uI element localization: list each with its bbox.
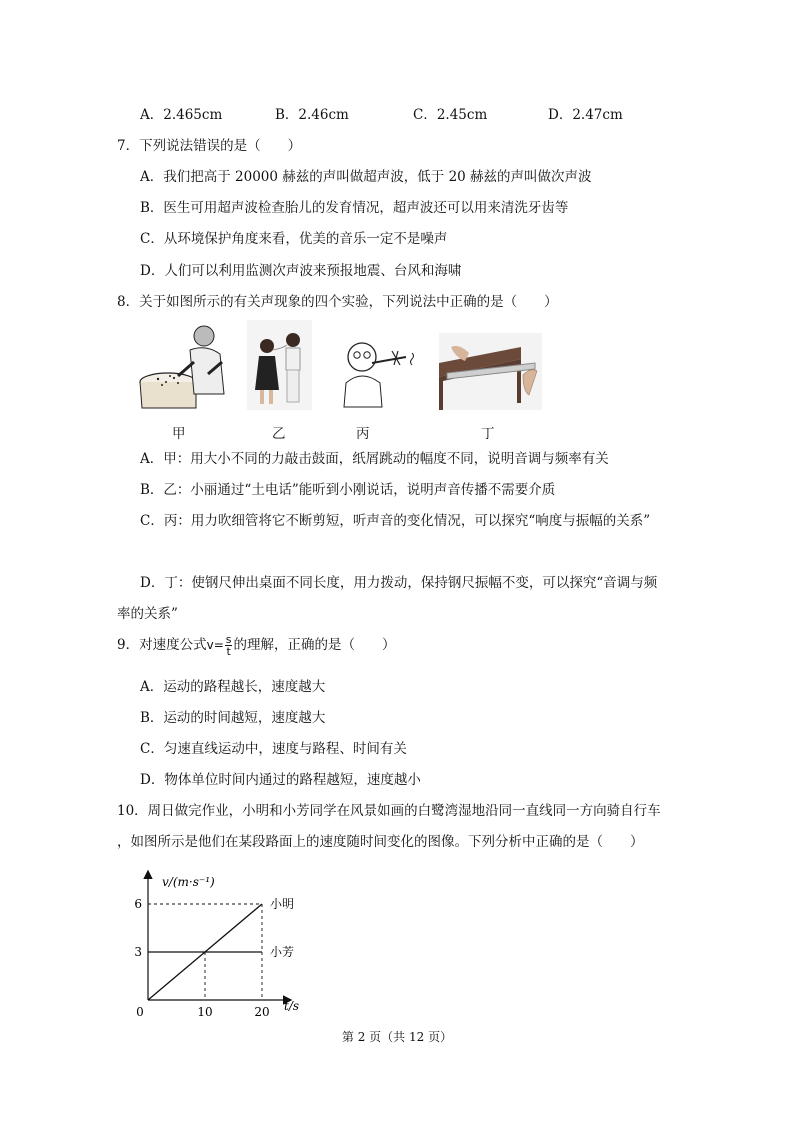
ruler-table-figure [439, 333, 542, 410]
figure-caption-jia: 甲 [172, 426, 186, 442]
q6-option-c: C．2.45cm [413, 107, 488, 123]
speed-formula-lhs: v= [206, 638, 224, 652]
q9-stem-after: 的理解，正确的是（ ） [233, 637, 396, 653]
q8-option-a: A．甲：用大小不同的力敲击鼓面，纸屑跳动的幅度不同，说明音调与频率有关 [140, 451, 609, 467]
q6-option-a: A．2.465cm [140, 107, 223, 123]
q8-option-d: D．丁：使钢尺伸出桌面不同长度，用力拨动，保持钢尺振幅不变，可以探究“音调与频 [140, 575, 658, 591]
figure-caption-yi: 乙 [272, 426, 286, 442]
q8-option-d-continued: 率的关系” [117, 606, 178, 622]
q9-stem [117, 633, 395, 657]
figure-caption-bing: 丙 [356, 426, 370, 442]
drum-experiment-figure [138, 322, 234, 410]
velocity-time-chart [130, 862, 310, 1022]
q6-option-d: D．2.47cm [548, 107, 623, 123]
q10-stem-line1: 10．周日做完作业，小明和小芳同学在风景如画的白鹭湾湿地沿同一直线同一方向骑自行车 [117, 803, 661, 819]
x-tick-label-0: 0 [136, 1005, 144, 1019]
q9-stem-before: 9．对速度公式 [117, 637, 207, 653]
q7-option-a: A．我们把高于 20000 赫兹的声叫做超声波，低于 20 赫兹的声叫做次声波 [140, 169, 592, 185]
x-tick-label-20: 20 [254, 1005, 270, 1019]
series-label-2: 小芳 [270, 945, 295, 959]
q7-option-d: D．人们可以利用监测次声波来预报地震、台风和海啸 [140, 263, 462, 279]
q9-option-a: A．运动的路程越长，速度越大 [140, 679, 326, 695]
q9-option-b: B．运动的时间越短，速度越大 [140, 710, 326, 726]
q7-stem: 7．下列说法错误的是（ ） [117, 138, 302, 154]
formula-denominator: t [226, 645, 231, 658]
q7-option-b: B．医生可用超声波检查胎儿的发育情况，超声波还可以用来清洗牙齿等 [140, 200, 569, 216]
straw-whistle-figure [340, 335, 422, 410]
series-label-1: 小明 [270, 897, 295, 911]
page-footer: 第 2 页（共 12 页） [341, 1030, 453, 1044]
x-tick-label-10: 10 [197, 1005, 213, 1019]
figure-caption-ding: 丁 [481, 426, 495, 442]
y-axis-label: v/(m·s⁻¹) [162, 875, 215, 889]
q9-option-c: C．匀速直线运动中，速度与路程、时间有关 [140, 741, 407, 757]
q6-option-b: B．2.46cm [275, 107, 349, 123]
speed-formula-fraction [225, 634, 233, 657]
q9-option-d: D．物体单位时间内通过的路程越短，速度越小 [140, 772, 421, 788]
string-telephone-figure [247, 320, 312, 410]
q7-option-c: C．从环境保护角度来看，优美的音乐一定不是噪声 [140, 231, 448, 247]
q8-option-b: B．乙：小丽通过“土电话”能听到小刚说话，说明声音传播不需要介质 [140, 482, 556, 498]
y-tick-label-6: 6 [134, 897, 142, 911]
q8-stem: 8．关于如图所示的有关声现象的四个实验，下列说法中正确的是（ ） [117, 294, 558, 310]
q10-stem-line2: ，如图所示是他们在某段路面上的速度随时间变化的图像。下列分析中正确的是（ ） [117, 834, 644, 850]
x-axis-label: t/s [284, 999, 300, 1013]
y-tick-label-3: 3 [134, 945, 142, 959]
formula-numerator: s [225, 633, 232, 646]
q8-option-c: C．丙：用力吹细管将它不断剪短，听声音的变化情况，可以探究“响度与振幅的关系” [140, 513, 651, 529]
